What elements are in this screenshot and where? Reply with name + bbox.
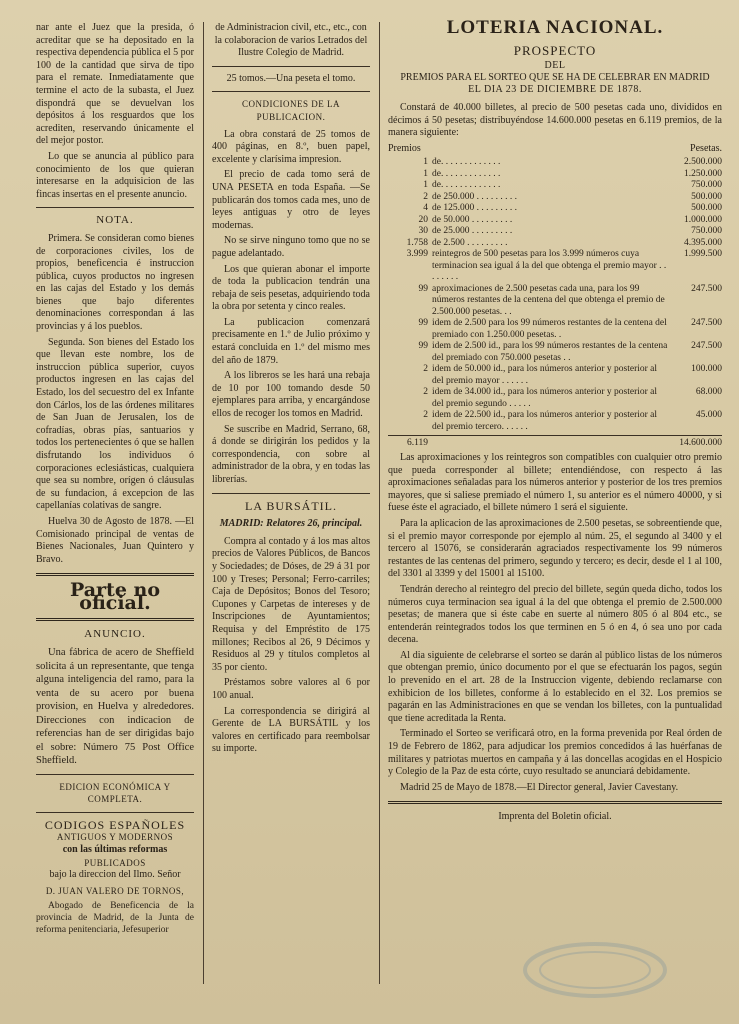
prize-description: idem de 50.000 id., para los números anterior y posterior al del premio mayor . . . . . .: [432, 364, 658, 386]
prospecto-del: DEL: [544, 60, 566, 72]
prize-amount: 1.999.500: [684, 249, 722, 260]
header-pesetas: Pesetas.: [690, 142, 722, 154]
prize-row: [388, 341, 722, 364]
prize-description: de 25.000 . . . . . . . . .: [432, 226, 513, 237]
anuncio-title: ANUNCIO.: [84, 627, 146, 640]
prize-amount: 1.000.000: [684, 214, 722, 225]
prize-count: 30: [418, 226, 428, 237]
library-watermark-icon: [520, 940, 670, 1000]
divider: [36, 207, 194, 208]
parte-no-oficial-heading: Parte no oficial.: [69, 579, 161, 614]
nota-first: Primera. Se consideran como bienes de corporaciones civiles, los de propios, beneficencia é instruccion pública, cuyos productos no ingresen en las cajas del Estado y los demás bienes que bajo diferentes denominaciones correspondan á las provincias y á los pueblos.: [36, 232, 194, 333]
prize-count: 3.999: [406, 249, 428, 260]
codigos-subtitle: ANTIGUOS Y MODERNOS: [56, 832, 174, 843]
codigos-continuation: de Administracion civil, etc., etc., con la colaboracion de varios Letrados del Ilustre Colegio de Madrid.: [214, 22, 368, 59]
condition-6: A los libreros se les hará una rebaja de 10 por 100 tomando desde 50 ejemplares para arriba, y encargándose ellos de recoger los tomos en Madrid.: [212, 370, 370, 420]
prize-count: 1: [423, 157, 428, 168]
condition-3: No se sirve ninguno tomo que no se pague adelantado.: [212, 235, 370, 259]
header-premios: Premios: [388, 142, 421, 154]
prize-row: [388, 203, 722, 215]
condition-4: Los que quieran abonar el importe de toda la publicacion tendrán una rebaja de seis pesetas, adquiriendo toda la obra por setenta y cinco reales.: [212, 263, 370, 313]
loteria-title: LOTERIA NACIONAL.: [446, 17, 664, 38]
prize-amount: 750.000: [691, 180, 722, 191]
prize-count: 99: [418, 318, 428, 329]
prize-count: 20: [418, 214, 428, 225]
condition-7: Se suscribe en Madrid, Serrano, 68, á donde se dirigirán los pedidos y la correspondencia, con sobre al administrador de la obra, y en todas las librerías.: [212, 423, 370, 485]
price-line: 25 tomos.—Una peseta el tomo.: [226, 72, 356, 84]
codigos-publicados: PUBLICADOS: [84, 857, 146, 868]
prize-count: 1.758: [406, 237, 428, 248]
prize-table-header: [388, 143, 722, 158]
column-divider-1: [203, 22, 204, 984]
sheffield-advert: Una fábrica de acero de Sheffield solicita á un representante, que tenga alguna inteligencia del ramo, para la venta de su acero por buena provision, en Huelva y alrededores. Direcciones con indicacion de referencias han de ser dirigidas bajo el sobre: Número 75 Post Office Sheffield.: [36, 647, 194, 767]
edicion-heading: EDICION ECONÓMICA Y COMPLETA.: [59, 781, 171, 805]
prize-row: [388, 157, 722, 169]
lottery-p2: Para la aplicacion de las aproximaciones de 2.500 pesetas, se sobreentiende que, si el premio mayor corresponde por ejemplo al núm. 25, el segundo al 3400 y el tercero al 15076, se considerarán agraciados respectivamente los 99 números restantes de las centenas del primero, segundo y tercero; es decir, desde el 1 al 100, del 3301 al 3399 y del 15001 al 15100.: [388, 517, 722, 580]
prize-count: 99: [418, 341, 428, 352]
prize-amount: 100.000: [691, 364, 722, 375]
prize-description: de 2.500 . . . . . . . . .: [432, 237, 508, 248]
codigos-reformas: con las últimas reformas: [62, 844, 168, 855]
prize-count: 99: [418, 283, 428, 294]
column-divider-2: [379, 22, 380, 984]
total-divider: [388, 435, 722, 436]
lottery-p4: Al dia siguiente de celebrarse el sorteo se darán al público listas de los números que obtengan premio, único documento por el que se efectuarán los pagos, según lo prevenido en el art. 28 de la Instruccion vigente, debiendo reclamarse con exhibicion de los billetes, conforme á lo establecido en el 32. Los premios se pagarán en las Administraciones en que se vendan los billetes, con la puntualidad que tiene acreditada la Renta.: [388, 649, 722, 724]
bursatil-compra: Compra al contado y á los mas altos precios de Valores Públicos, de Bancos y Sociedades; de Dóses, de 29 á 31 por 100 y Treses; Personal; Ferro-carriles; Caja de Depósitos; Bonos del Tesoro; Cupones y Carpetas de intereses y de Inscripciones de Ayuntamientos; Requisa y del Empréstito de 175 millones; Recibos al 26, 9 Décimos y Residuos al 29 y títulos completos al 35 por ciento.: [212, 535, 370, 673]
nota-title: NOTA.: [96, 214, 134, 227]
prize-description: de 250.000 . . . . . . . . .: [432, 191, 517, 202]
lottery-p5: Terminado el Sorteo se verificará otro, en la forma prevenida por Real órden de 19 de Febrero de 1862, para adjudicar los premios concedidos á las huérfanas de militares y patriotas muertos en campaña y á las doncellas acogidas en el Hospicio y Colegio de la Paz de esta córte, cuyo resultado se anunciará debidamente.: [388, 728, 722, 778]
codigos-author: D. JUAN VALERO DE TORNOS,: [45, 885, 185, 896]
divider: [212, 66, 370, 67]
imprenta-footer: Imprenta del Boletin oficial.: [498, 811, 612, 823]
double-divider: [36, 618, 194, 621]
lottery-intro: Constará de 40.000 billetes, al precio de 500 pesetas cada uno, divididos en décimos á 50 pesetas; distribuyéndose 14.600.000 pesetas en 6.119 premios, de la manera siguiente:: [388, 102, 722, 139]
prize-description: de. . . . . . . . . . . . .: [432, 168, 501, 179]
prize-description: de 50.000 . . . . . . . . .: [432, 214, 513, 225]
prize-amount: 247.500: [691, 318, 722, 329]
lottery-signature: Madrid 25 de Mayo de 1878.—El Director general, Javier Cavestany.: [400, 781, 679, 793]
prize-amount: 2.500.000: [684, 157, 722, 168]
column-left: [36, 22, 194, 939]
total-pesetas: 14.600.000: [679, 438, 722, 449]
prize-row: [388, 387, 722, 410]
total-premios: 6.119: [406, 438, 428, 449]
prize-row: [388, 215, 722, 227]
prize-description: reintegros de 500 pesetas para los 3.999 números cuya terminacion sea igual á la del que obtenga el premio mayor . . . . . . . .: [432, 249, 667, 283]
prize-table: [388, 143, 722, 434]
prize-description: de 125.000 . . . . . . . . .: [432, 203, 517, 214]
prize-row: [388, 238, 722, 250]
prize-count: 2: [423, 191, 428, 202]
prize-row: [388, 180, 722, 192]
bursatil-title: LA BURSÁTIL.: [244, 498, 337, 513]
prize-amount: 500.000: [691, 203, 722, 214]
prize-row: [388, 226, 722, 238]
prize-count: 1: [423, 180, 428, 191]
prize-amount: 247.500: [691, 341, 722, 352]
column-middle: [212, 22, 370, 759]
prize-row: [388, 318, 722, 341]
condition-1: La obra constará de 25 tomos de 400 páginas, en 8.º, buen papel, excelente y clarísima impresion.: [212, 128, 370, 165]
prize-row: [388, 249, 722, 284]
prize-amount: 247.500: [691, 283, 722, 294]
prize-description: de. . . . . . . . . . . . .: [432, 180, 501, 191]
column-right: [388, 17, 722, 824]
prize-count: 1: [423, 168, 428, 179]
prize-amount: 500.000: [691, 191, 722, 202]
divider: [36, 774, 194, 775]
codigos-direccion: bajo la direccion del Ilmo. Señor: [49, 869, 181, 881]
divider: [212, 493, 370, 494]
prize-count: 2: [423, 364, 428, 375]
codigos-author-desc: Abogado de Beneficencia de la provincia de Madrid, de la Junta de reforma penitenciaria, Jefesuperior: [36, 901, 194, 936]
prize-row: [388, 410, 722, 433]
prize-count: 2: [423, 387, 428, 398]
lottery-p3: Tendrán derecho al reintegro del precio del billete, según queda dicho, todos los números cuya terminacion sea igual á la del que obtenga el premio de 2.500.000 pesetas; de manera que si éste cabe en suerte al número 805 ó al 804 etc., se entenderán reintegrados todos los que terminen en 5 ó en 4, ó sea uno por cada decena.: [388, 583, 722, 646]
prize-count: 4: [423, 203, 428, 214]
prize-amount: 68.000: [695, 387, 722, 398]
prospecto-date: EL DIA 23 DE DICIEMBRE DE 1878.: [468, 84, 642, 96]
prize-description: de. . . . . . . . . . . . .: [432, 157, 501, 168]
prize-row: [388, 284, 722, 319]
prize-description: aproximaciones de 2.500 pesetas cada una, para los 99 números restantes de la centena del que obtenga el premio de 2.500.000 pesetas. . .: [432, 283, 665, 317]
signature-huelva: Huelva 30 de Agosto de 1878. —El Comisionado principal de ventas de Bienes Nacionales, Juan Quintero y Bravo.: [36, 515, 194, 565]
prize-amount: 1.250.000: [684, 168, 722, 179]
prize-count: 2: [423, 410, 428, 421]
prize-amount: 45.000: [695, 410, 722, 421]
auction-notice-text: Lo que se anuncia al público para conocimiento de los que quieran interesarse en la adquisicion de las fincas insertas en el presente anuncio.: [36, 150, 194, 200]
prize-total: [388, 438, 722, 450]
divider: [36, 812, 194, 813]
prospecto-subtitle: PREMIOS PARA EL SORTEO QUE SE HA DE CELEBRAR EN MADRID: [400, 72, 710, 84]
prize-description: idem de 34.000 id., para los números anterior y posterior al del premio segundo . . . . .: [432, 387, 658, 409]
prize-row: [388, 192, 722, 204]
prize-description: idem de 22.500 id., para los números anterior y posterior al del premio tercero. . . . . .: [432, 410, 658, 432]
double-divider: [36, 573, 194, 576]
prize-description: idem de 2.500 id., para los 99 números restantes de la centena del premiado con 750.000 pesetas . .: [432, 341, 668, 363]
prize-amount: 750.000: [691, 226, 722, 237]
condition-2: El precio de cada tomo será de UNA PESETA en toda España. —Se publicarán dos tomos cada mes, uno de leyes antiguas y otro de leyes modernas.: [212, 169, 370, 231]
auction-text: nar ante el Juez que la presida, ó acreditar que se ha depositado en la respectiva dependencia pública el 5 por 100 de la cantidad que sirva de tipo para el remate. Inmediatamente que termine el acto de la subasta, el Juez dispondrá que se devuelvan los depósitos á los resguardos que los acrediten, reservando únicamente el del mejor postor.: [36, 22, 194, 147]
codigos-title: CODIGOS ESPAÑOLES: [44, 817, 186, 832]
prize-row: [388, 169, 722, 181]
prospecto-title: PROSPECTO: [513, 42, 597, 58]
condition-5: La publicacion comenzará precisamente en 1.º de Julio próximo y estará concluida en 1.º del mismo mes del año de 1879.: [212, 316, 370, 366]
conditions-title: CONDICIONES DE LA PUBLICACION.: [242, 99, 340, 122]
bursatil-address: MADRID: Relatores 26, principal.: [219, 518, 363, 530]
bursatil-correspondencia: La correspondencia se dirigirá al Gerente de LA BURSÁTIL y los valores en certificado para reembolsar su importe.: [212, 705, 370, 755]
divider: [212, 91, 370, 92]
bursatil-prestamos: Préstamos sobre valores al 6 por 100 anual.: [212, 677, 370, 701]
prize-description: idem de 2.500 para los 99 números restantes de la centena del premiado con 1.250.000 pesetas. .: [432, 318, 667, 340]
prize-row: [388, 364, 722, 387]
nota-second: Segunda. Son bienes del Estado los que llevan este nombre, los de instruccion pública superior, cuyos productos ingresen en las cajas del Estado, los del secuestro del ex Infante don Cárlos, los de las órdenes militares de San Juan de Jerusalen, los de cofradías, obras pías, santuarios y todos los pertenecientes ó que se hallen disfrutando los individuos ó corporaciones eclesiásticas, cualquiera que sea su nombre, orígen ó cláusulas de su fundacion, á excepcion de las capellanías colativas de sangre.: [36, 336, 194, 512]
prize-amount: 4.395.000: [684, 237, 722, 248]
double-divider: [388, 801, 722, 804]
lottery-p1: Las aproximaciones y los reintegros son compatibles con cualquier otro premio que pueda corresponder al billete; entendiéndose, con respecto á las aproximaciones señaladas para los números anterior y posterior de los tres premios mayores, que si saliese premiado el número 1, su anterior es el número 40000, y si fuese éste el agraciado, el billete número 1 será el siguiente.: [388, 451, 722, 514]
